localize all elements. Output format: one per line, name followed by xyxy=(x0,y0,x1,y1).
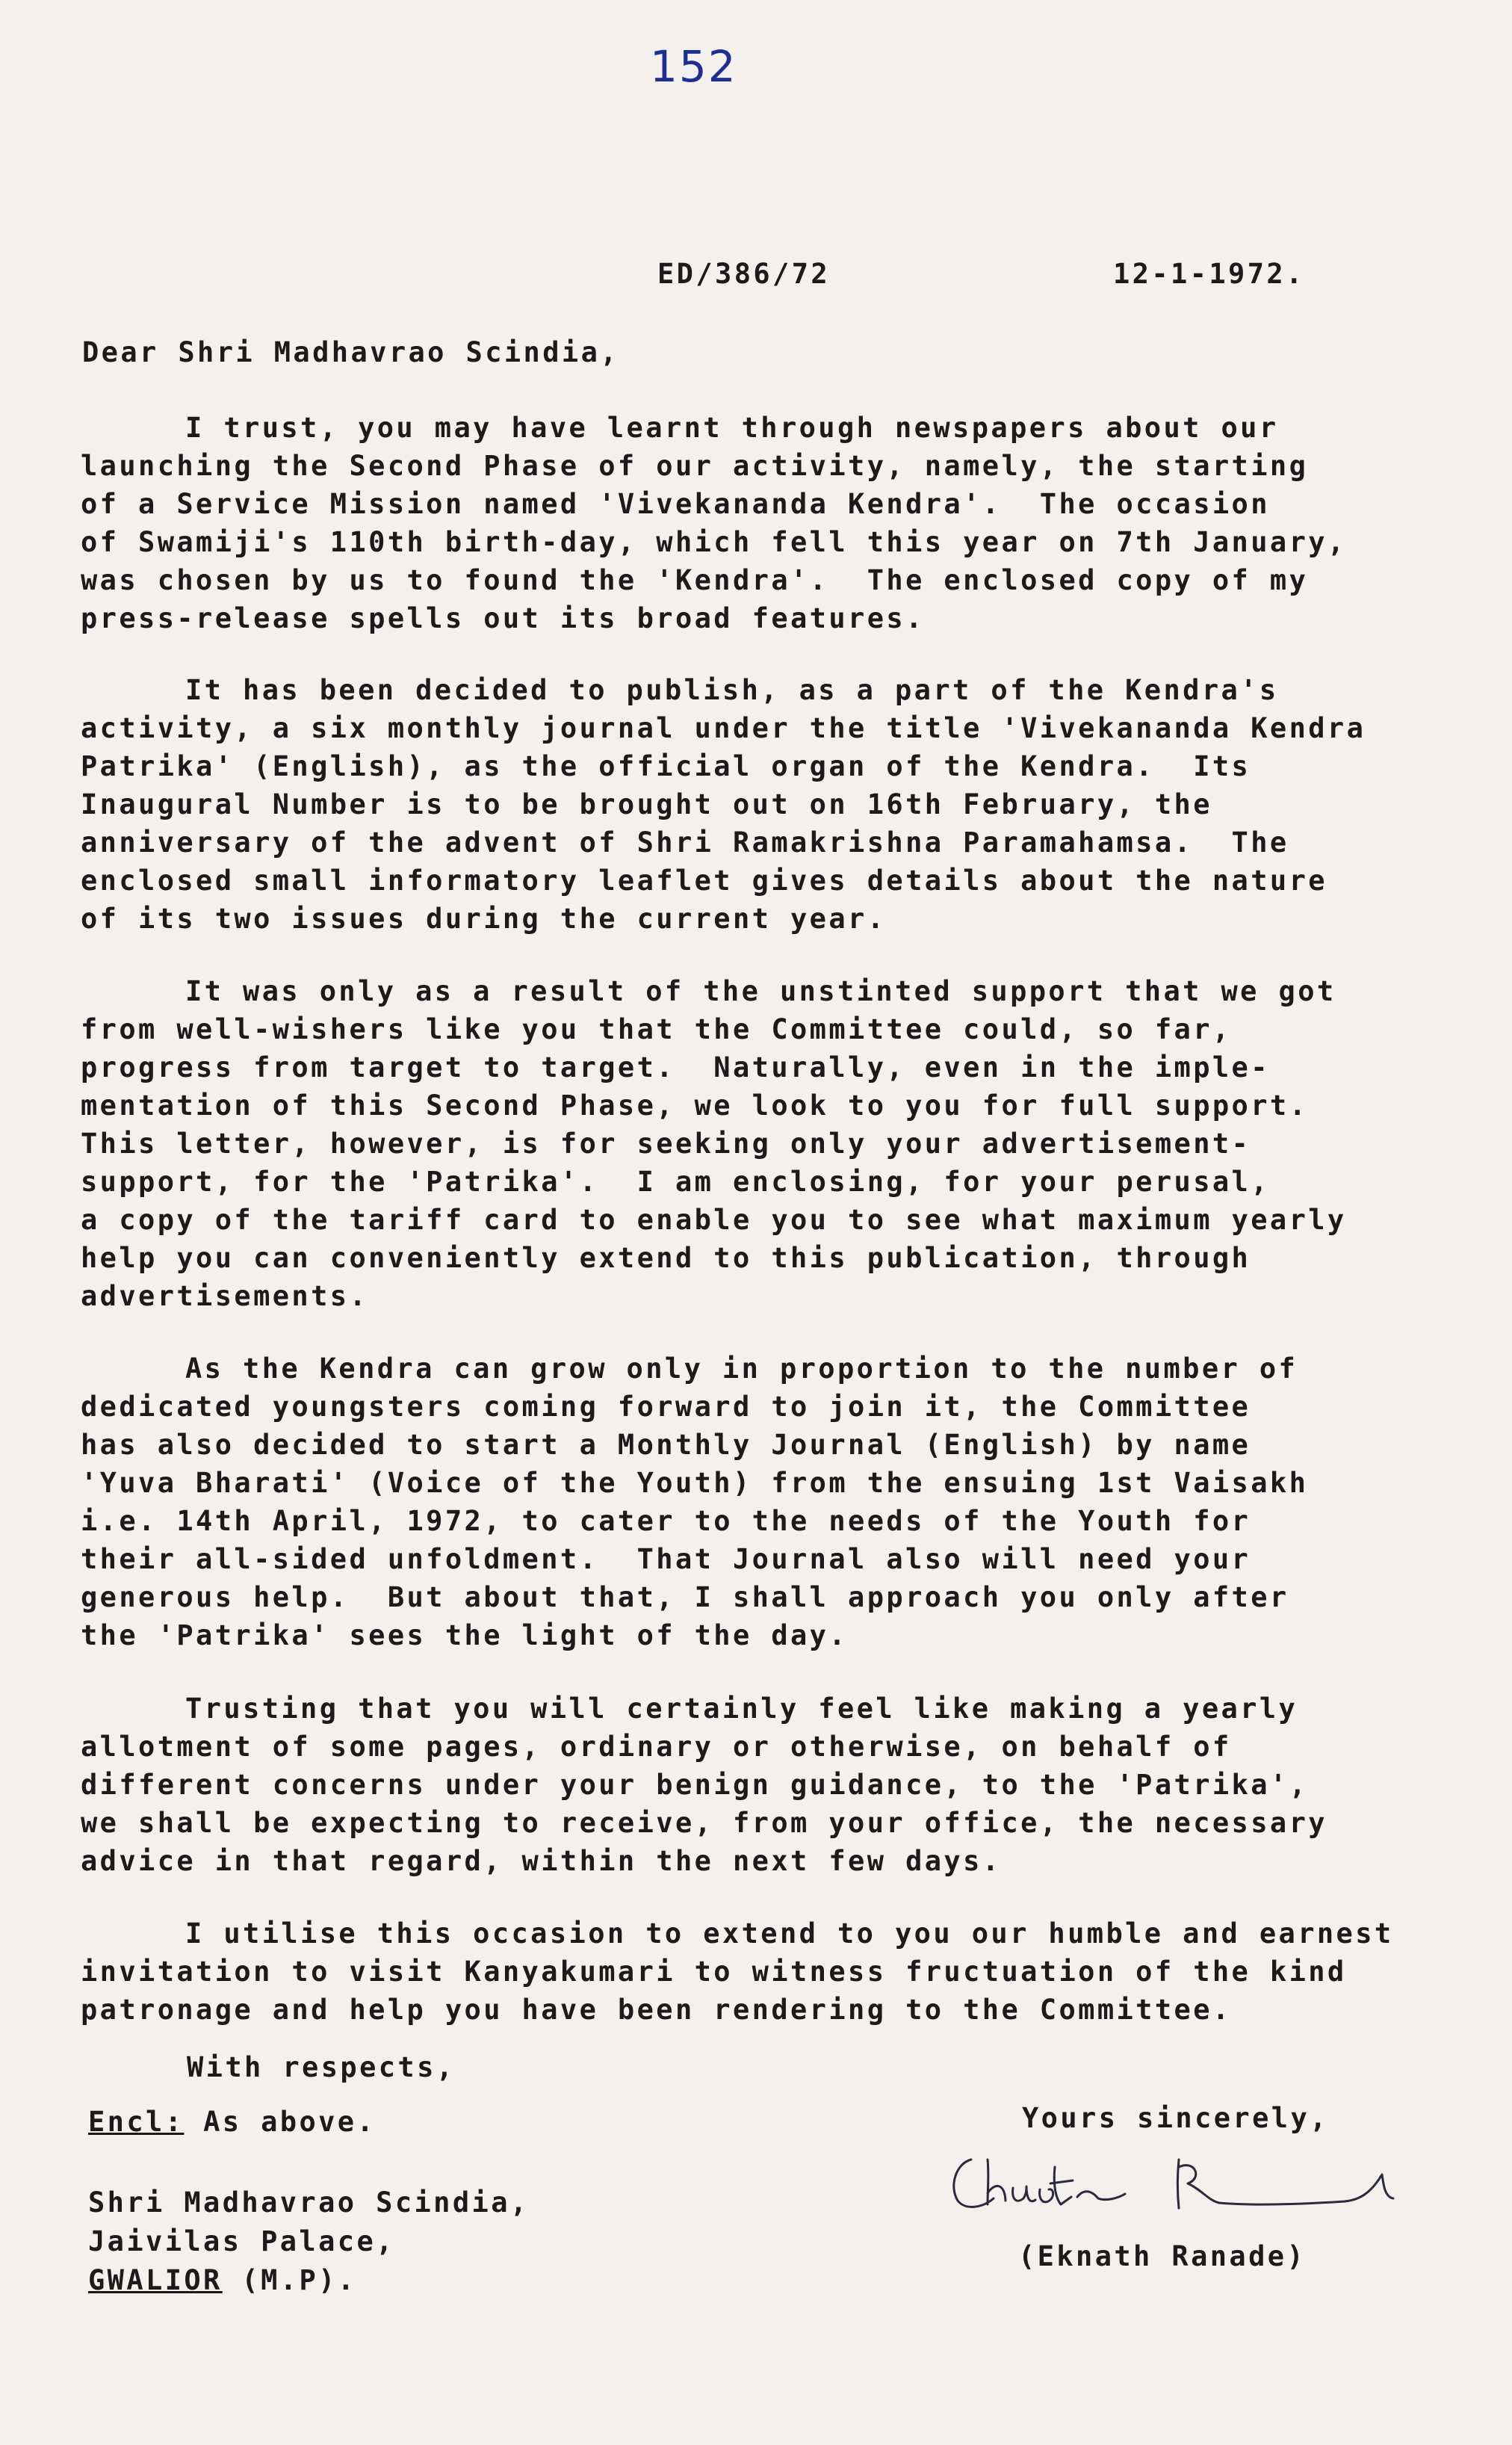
paragraph-line: help you can conveniently extend to this publication, through xyxy=(81,1242,1251,1274)
page-number: 152 xyxy=(650,41,737,92)
enclosure-note xyxy=(88,2106,376,2138)
paragraph-line: invitation to visit Kanyakumari to witness fructuation of the kind xyxy=(81,1956,1347,1988)
paragraph-line: advertisements. xyxy=(81,1280,369,1312)
address-line: Shri Madhavrao Scindia, xyxy=(88,2186,530,2219)
enclosure-text: As above. xyxy=(184,2106,377,2138)
paragraph-line: progress from target to target. Naturally, even in the imple- xyxy=(81,1051,1270,1084)
paragraph-line: their all-sided unfoldment. That Journal also will need your xyxy=(81,1543,1251,1575)
paragraph-line: a copy of the tariff card to enable you to see what maximum yearly xyxy=(81,1204,1347,1236)
paragraph-line: anniversary of the advent of Shri Ramakrishna Paramahamsa. The xyxy=(81,826,1289,859)
paragraph-4 xyxy=(81,1350,1448,1654)
paragraph-line: has also decided to start a Monthly Journal (English) by name xyxy=(81,1429,1251,1461)
paragraph-line: i.e. 14th April, 1972, to cater to the needs of the Youth for xyxy=(81,1505,1251,1537)
paragraph-line: different concerns under your benign guidance, to the 'Patrika', xyxy=(81,1769,1309,1801)
letter-date: 12-1-1972. xyxy=(1113,258,1305,290)
paragraph-line: the 'Patrika' sees the light of the day. xyxy=(81,1619,849,1651)
paragraph-line: dedicated youngsters coming forward to join it, the Committee xyxy=(81,1391,1251,1423)
paragraph-line: It has been decided to publish, as a part of the Kendra's xyxy=(185,674,1279,706)
paragraph-line: activity, a six monthly journal under the title 'Vivekananda Kendra xyxy=(81,712,1366,744)
sender-name: (Eknath Ranade) xyxy=(1018,2240,1307,2272)
paragraph-line: of a Service Mission named 'Vivekananda Kendra'. The occasion xyxy=(81,488,1270,520)
paragraph-line: generous help. But about that, I shall approach you only after xyxy=(81,1581,1289,1613)
paragraph-line: was chosen by us to found the 'Kendra'. The enclosed copy of my xyxy=(81,564,1309,596)
paragraph-1 xyxy=(81,409,1448,637)
paragraph-line: As the Kendra can grow only in proportion to the number of xyxy=(185,1353,1298,1385)
paragraph-line: Patrika' (English), as the official organ of the Kendra. Its xyxy=(81,750,1251,782)
paragraph-5 xyxy=(81,1690,1448,1880)
paragraph-line: of its two issues during the current year. xyxy=(81,903,887,935)
enclosure-label: Encl: xyxy=(88,2106,185,2138)
paragraph-line: of Swamiji's 110th birth-day, which fell this year on 7th January, xyxy=(81,526,1347,558)
paragraph-line: advice in that regard, within the next few days. xyxy=(81,1845,1002,1877)
complimentary-close: Yours sincerely, xyxy=(1022,2102,1329,2134)
address-state: (M.P). xyxy=(222,2264,357,2296)
paragraph-line: It was only as a result of the unstinted support that we got xyxy=(185,975,1336,1007)
paragraph-3 xyxy=(81,972,1448,1315)
paragraph-line: This letter, however, is for seeking only your advertisement- xyxy=(81,1128,1251,1160)
paragraph-line: Inaugural Number is to be brought out on 16th February, the xyxy=(81,788,1212,820)
address-city: GWALIOR xyxy=(88,2264,223,2296)
salutation: Dear Shri Madhavrao Scindia, xyxy=(82,336,619,368)
paragraph-line: I trust, you may have learnt through newspapers about our xyxy=(185,412,1279,444)
paragraph-line: 'Yuva Bharati' (Voice of the Youth) from the ensuing 1st Vaisakh xyxy=(81,1467,1309,1499)
paragraph-line: Trusting that you will certainly feel like making a yearly xyxy=(185,1693,1298,1725)
reference-number: ED/386/72 xyxy=(657,258,831,290)
closing-respects: With respects, xyxy=(187,2051,456,2083)
handwritten-signature xyxy=(941,2130,1427,2234)
paragraph-2 xyxy=(81,671,1448,938)
paragraph-6 xyxy=(81,1914,1448,2029)
paragraph-line: enclosed small informatory leaflet gives details about the nature xyxy=(81,865,1327,897)
paragraph-line: I utilise this occasion to extend to you our humble and earnest xyxy=(185,1917,1394,1950)
paragraph-line: allotment of some pages, ordinary or otherwise, on behalf of xyxy=(81,1731,1232,1763)
paragraph-line: support, for the 'Patrika'. I am enclosing, for your perusal, xyxy=(81,1166,1270,1198)
paragraph-line: mentation of this Second Phase, we look to you for full support. xyxy=(81,1089,1309,1122)
paragraph-line: from well-wishers like you that the Committee could, so far, xyxy=(81,1013,1232,1045)
address-line: Jaivilas Palace, xyxy=(88,2225,395,2257)
paragraph-line: launching the Second Phase of our activity, namely, the starting xyxy=(81,450,1309,482)
paragraph-line: we shall be expecting to receive, from your office, the necessary xyxy=(81,1807,1327,1839)
address-line xyxy=(88,2261,530,2300)
paragraph-line: patronage and help you have been rendering to the Committee. xyxy=(81,1994,1232,2026)
paragraph-line: press-release spells out its broad features. xyxy=(81,602,925,634)
recipient-address xyxy=(88,2183,530,2300)
